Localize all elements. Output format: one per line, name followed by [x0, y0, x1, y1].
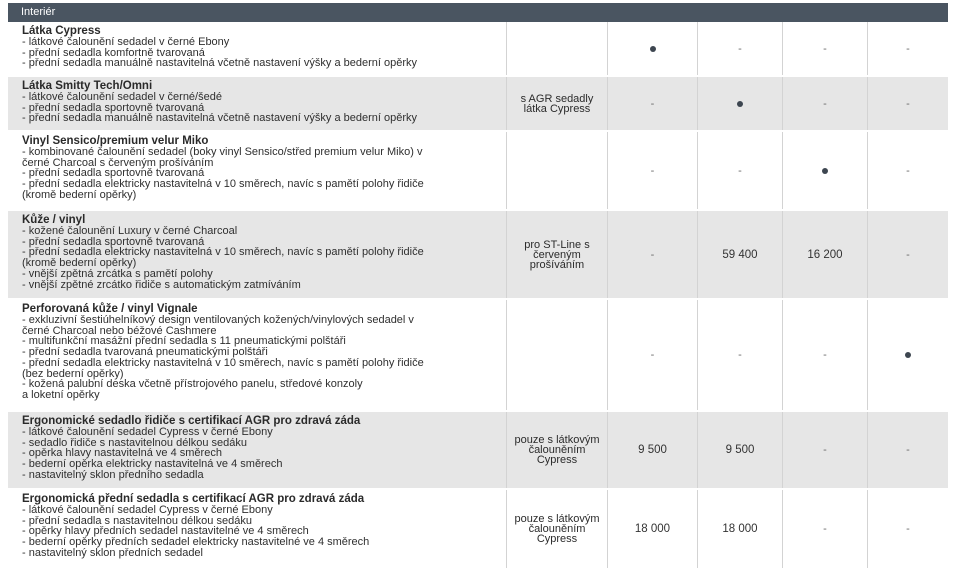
feature-description: [8, 490, 506, 568]
trim-value-1: [607, 300, 697, 410]
feature-note: pro ST-Line s červeným prošíváním: [506, 211, 607, 298]
feature-detail-line: - exkluzivní šestiúhelníkový design ventilovaných kožených/vinylových sedadel v: [22, 314, 414, 326]
feature-detail-line: - přední sedadla elektricky nastavitelná v 10 směrech, navíc s pamětí polohy řidiče: [22, 356, 424, 369]
trim-value-3: [782, 132, 867, 209]
table-row: [8, 77, 948, 131]
feature-detail-line: - přední sedadla tvarovaná pneumatickými polštáři: [22, 346, 268, 359]
trim-value-2: [697, 300, 782, 410]
feature-detail-line: - sedadlo řidiče s nastavitelnou délkou sedáku: [22, 436, 248, 449]
trim-value-2: [697, 490, 782, 568]
not-available-dash: -: [906, 97, 910, 110]
feature-detail-line: - přední sedadla s nastavitelnou délkou sedáku: [22, 514, 252, 527]
trim-value-2: [697, 211, 782, 298]
trim-value-3: [782, 412, 867, 488]
price-value: 59 400: [722, 248, 758, 261]
feature-detail-line: - látkové čalounění sedadel v černé/šedé: [22, 91, 222, 103]
feature-detail-line: (bez bederní opěrky): [22, 367, 124, 380]
feature-title: Vinyl Sensico/premium velur Miko: [22, 135, 209, 147]
trim-value-3: [782, 77, 867, 130]
feature-detail-line: - přední sedadla sportovně tvarovaná: [22, 101, 205, 114]
standard-equipment-dot-icon: [650, 46, 656, 52]
feature-detail-line: - přední sedadla manuálně nastavitelná včetně nastavení výšky a bederní opěrky: [22, 112, 418, 125]
trim-value-4: [867, 412, 948, 488]
not-available-dash: -: [650, 164, 655, 177]
trim-value-3: [782, 22, 867, 75]
not-available-dash: -: [738, 164, 742, 177]
feature-detail-line: - nastavitelný sklon předního sedadla: [22, 468, 204, 481]
feature-note: [506, 22, 607, 75]
feature-description: [8, 300, 506, 410]
trim-value-1: [607, 132, 697, 209]
not-available-dash: -: [823, 444, 827, 456]
not-available-dash: -: [650, 97, 655, 110]
trim-value-4: [867, 300, 948, 410]
price-value: 16 200: [807, 248, 843, 261]
table-row: [8, 132, 948, 210]
feature-note: pouze s látkovým čalouněním Cypress: [506, 490, 607, 568]
feature-detail-line: - opěrky hlavy předních sedadel nastavitelné ve 4 směrech: [22, 525, 309, 538]
price-value: 9 500: [725, 444, 755, 456]
table-row: [8, 490, 948, 569]
feature-detail-line: - přední sedadla sportovně tvarovaná: [22, 235, 205, 248]
trim-value-2: [697, 77, 782, 130]
not-available-dash: -: [650, 349, 655, 361]
feature-note: s AGR sedadly látka Cypress: [506, 77, 607, 130]
feature-detail-line: a loketní opěrky: [22, 388, 100, 401]
feature-note: [506, 300, 607, 410]
feature-title: Ergonomické sedadlo řidiče s certifikací AGR pro zdravá záda: [22, 415, 361, 427]
feature-detail-line: - bederní opěrky předních sedadel elektricky nastavitelné ve 4 směrech: [22, 536, 370, 549]
standard-equipment-dot-icon: [737, 101, 743, 107]
price-value: 18 000: [722, 523, 758, 535]
table-row: [8, 22, 948, 76]
standard-equipment-dot-icon: [905, 352, 911, 358]
feature-detail-line: (kromě bederní opěrky): [22, 257, 137, 270]
trim-value-4: [867, 132, 948, 209]
trim-value-1: [607, 22, 697, 75]
feature-description: [8, 22, 506, 75]
not-available-dash: -: [823, 97, 827, 110]
feature-detail-line: - přední sedadla elektricky nastavitelná v 10 směrech, navíc s pamětí polohy řidiče: [22, 178, 424, 191]
trim-value-3: [782, 490, 867, 568]
section-header: [8, 3, 948, 22]
feature-title: Látka Cypress: [22, 25, 101, 37]
trim-value-4: [867, 77, 948, 130]
not-available-dash: -: [823, 523, 827, 535]
feature-detail-line: - přední sedadla sportovně tvarovaná: [22, 167, 205, 180]
table-row: [8, 211, 948, 299]
trim-value-3: [782, 211, 867, 298]
trim-value-1: [607, 77, 697, 130]
feature-description: [8, 211, 506, 298]
not-available-dash: -: [738, 349, 742, 361]
trim-value-1: [607, 211, 697, 298]
feature-description: [8, 132, 506, 209]
feature-detail-line: - opěrka hlavy nastavitelná ve 4 směrech: [22, 447, 222, 460]
trim-value-2: [697, 22, 782, 75]
not-available-dash: -: [738, 42, 742, 55]
not-available-dash: -: [823, 349, 827, 361]
feature-detail-line: - multifunkční masážní přední sedadla s 11 pneumatickými polštáři: [22, 335, 346, 348]
feature-detail-line: černé Charcoal s červeným prošíváním: [22, 156, 214, 169]
feature-detail-line: - přední sedadla elektricky nastavitelná v 10 směrech, navíc s pamětí polohy řidiče: [22, 246, 424, 259]
table-row: [8, 300, 948, 411]
not-available-dash: -: [906, 164, 910, 177]
trim-value-4: [867, 490, 948, 568]
feature-detail-line: - nastavitelný sklon předních sedadel: [22, 546, 203, 559]
price-value: 9 500: [638, 444, 667, 456]
feature-detail-line: - látkové čalounění sedadel Cypress v černé Ebony: [22, 504, 273, 516]
feature-description: [8, 77, 506, 130]
feature-note: pouze s látkovým čalouněním Cypress: [506, 412, 607, 488]
feature-detail-line: - bederní opěrka elektricky nastavitelná ve 4 směrech: [22, 458, 283, 471]
feature-description: [8, 412, 506, 488]
not-available-dash: -: [823, 42, 827, 55]
trim-value-2: [697, 412, 782, 488]
section-title: Interiér: [21, 6, 56, 18]
table-row: [8, 412, 948, 489]
feature-detail-line: (kromě bederní opěrky): [22, 188, 137, 201]
feature-detail-line: - kožené čalounění Luxury v černé Charcoal: [22, 225, 238, 237]
trim-value-2: [697, 132, 782, 209]
not-available-dash: -: [906, 42, 910, 55]
price-value: 18 000: [634, 523, 671, 535]
feature-title: Ergonomická přední sedadla s certifikací AGR pro zdravá záda: [22, 493, 365, 505]
feature-detail-line: černé Charcoal nebo béžové Cashmere: [22, 324, 217, 337]
feature-title: Perforovaná kůže / vinyl Vignale: [22, 303, 198, 315]
standard-equipment-dot-icon: [822, 168, 828, 174]
feature-detail-line: - kožená palubní deska včetně přístrojového panelu, středové konzoly: [22, 378, 363, 391]
not-available-dash: -: [906, 248, 910, 261]
feature-detail-line: - vnější zpětná zrcátka s pamětí polohy: [22, 267, 213, 280]
trim-value-4: [867, 22, 948, 75]
feature-title: Kůže / vinyl: [22, 214, 86, 226]
trim-value-4: [867, 211, 948, 298]
feature-detail-line: - přední sedadla manuálně nastavitelná včetně nastavení výšky a bederní opěrky: [22, 57, 418, 70]
trim-value-1: [607, 490, 697, 568]
trim-value-1: [607, 412, 697, 488]
not-available-dash: -: [906, 444, 910, 456]
feature-detail-line: - vnější zpětné zrcátko řidiče s automatickým zatmíváním: [22, 278, 301, 291]
feature-detail-line: - přední sedadla komfortně tvarovaná: [22, 46, 205, 59]
feature-title: Látka Smitty Tech/Omni: [22, 80, 153, 92]
not-available-dash: -: [650, 248, 655, 261]
trim-value-3: [782, 300, 867, 410]
feature-detail-line: - látkové čalounění sedadel v černé Ebony: [22, 36, 230, 48]
feature-detail-line: - kombinované čalounění sedadel (boky vinyl Sensico/střed premium velur Miko) v: [22, 146, 423, 158]
feature-detail-line: - látkové čalounění sedadel Cypress v černé Ebony: [22, 426, 273, 438]
feature-note: [506, 132, 607, 209]
not-available-dash: -: [906, 523, 910, 535]
